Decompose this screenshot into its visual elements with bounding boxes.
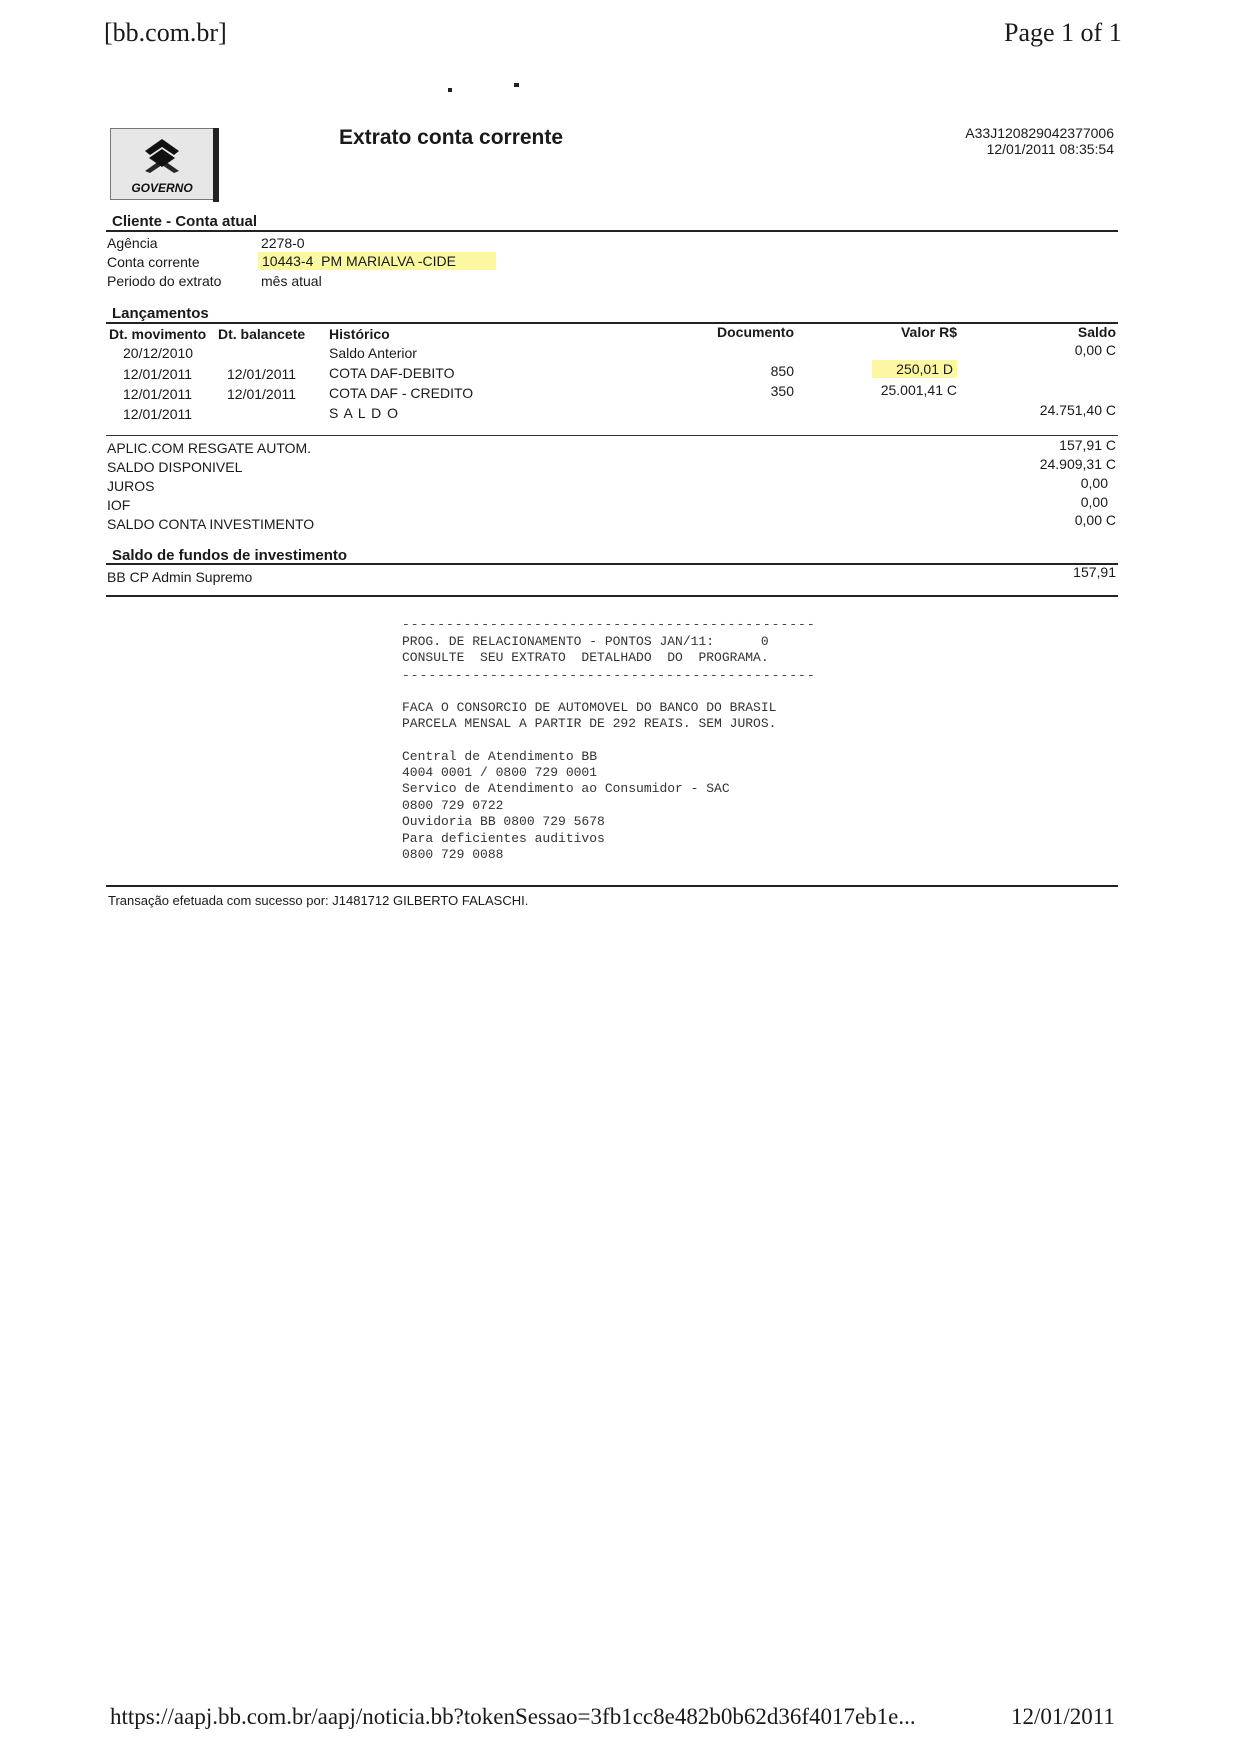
cell-historico: Saldo Anterior	[329, 345, 417, 361]
summary-value: 0,00 C	[1074, 512, 1116, 528]
client-value-agencia: 2278-0	[261, 235, 305, 251]
cell-dt-balancete: 12/01/2011	[227, 386, 297, 402]
prog-line-1: PROG. DE RELACIONAMENTO - PONTOS JAN/11: 0	[402, 634, 769, 649]
contact-line: Servico de Atendimento ao Consumidor - SAC	[402, 781, 730, 796]
fundos-section-title: Saldo de fundos de investimento	[112, 547, 348, 564]
contact-line: 4004 0001 / 0800 729 0001	[402, 765, 598, 780]
divider	[106, 435, 1118, 436]
summary-label: SALDO DISPONIVEL	[107, 459, 243, 475]
reference-block	[965, 125, 1114, 157]
contact-line: Ouvidoria BB 0800 729 5678	[402, 814, 605, 829]
col-header-valor: Valor R$	[900, 324, 957, 340]
col-header-documento: Documento	[717, 324, 794, 340]
dashed-separator: -----------------------------------------------	[402, 668, 816, 683]
bank-logo	[110, 128, 214, 200]
cell-saldo: 0,00 C	[1074, 342, 1116, 358]
divider	[106, 885, 1118, 887]
client-label-agencia: Agência	[107, 235, 158, 251]
client-value-conta: 10443-4 PM MARIALVA -CIDE	[258, 252, 496, 270]
cell-valor: 25.001,41 C	[880, 382, 957, 398]
divider	[106, 322, 1118, 324]
consorcio-line-2: PARCELA MENSAL A PARTIR DE 292 REAIS. SEM JUROS.	[402, 716, 777, 731]
summary-value: 157,91 C	[1059, 437, 1116, 453]
consorcio-line-1: FACA O CONSORCIO DE AUTOMOVEL DO BANCO DO BRASIL	[402, 700, 777, 715]
col-header-historico: Histórico	[329, 326, 390, 342]
fundo-value: 157,91	[1073, 564, 1116, 580]
client-value-periodo: mês atual	[261, 273, 322, 289]
logo-text: GOVERNO	[131, 181, 193, 195]
col-header-dt-movimento: Dt. movimento	[109, 326, 207, 342]
print-footer-url: https://aapj.bb.com.br/aapj/noticia.bb?tokenSessao=3fb1cc8e482b0b62d36f4017eb1e...	[110, 1704, 916, 1729]
reference-datetime: 12/01/2011 08:35:54	[986, 141, 1114, 157]
contact-line: 0800 729 0722	[402, 798, 504, 813]
cell-historico: COTA DAF - CREDITO	[329, 385, 474, 401]
summary-value: 0,00	[1080, 494, 1108, 510]
bank-logo-icon	[141, 137, 183, 173]
client-label-conta: Conta corrente	[107, 254, 200, 270]
cell-dt-movimento: 12/01/2011	[123, 366, 193, 382]
cell-historico: COTA DAF-DEBITO	[329, 365, 455, 381]
cell-dt-movimento: 12/01/2011	[123, 406, 193, 422]
cell-documento: 350	[770, 383, 794, 399]
summary-label: SALDO CONTA INVESTIMENTO	[107, 516, 315, 532]
cell-dt-balancete: 12/01/2011	[227, 366, 297, 382]
cell-valor: 250,01 D	[872, 360, 957, 378]
summary-label: JUROS	[107, 478, 155, 494]
divider	[106, 595, 1118, 597]
transaction-note: Transação efetuada com sucesso por: J1481712 GILBERTO FALASCHI.	[108, 893, 529, 908]
cell-documento: 850	[770, 363, 794, 379]
contact-line: 0800 729 0088	[402, 847, 504, 862]
print-footer-date: 12/01/2011	[1011, 1704, 1115, 1729]
print-header-site: [bb.com.br]	[104, 18, 227, 47]
contact-line: Para deficientes auditivos	[402, 831, 605, 846]
divider	[106, 563, 1118, 565]
fundo-name: BB CP Admin Supremo	[107, 569, 253, 585]
cell-dt-movimento: 12/01/2011	[123, 386, 193, 402]
divider	[106, 230, 1118, 232]
lancamentos-section-title: Lançamentos	[112, 305, 209, 322]
summary-label: APLIC.COM RESGATE AUTOM.	[107, 440, 312, 456]
speck	[514, 83, 519, 87]
client-label-periodo: Periodo do extrato	[107, 273, 222, 289]
col-header-dt-balancete: Dt. balancete	[218, 326, 306, 342]
col-header-saldo: Saldo	[1077, 324, 1116, 340]
cell-dt-movimento: 20/12/2010	[123, 345, 194, 361]
print-header-page: Page 1 of 1	[1004, 18, 1122, 47]
cell-historico: S A L D O	[329, 405, 399, 421]
cell-saldo: 24.751,40 C	[1039, 402, 1116, 418]
contact-line: Central de Atendimento BB	[402, 749, 598, 764]
summary-value: 24.909,31 C	[1039, 456, 1116, 472]
prog-line-2: CONSULTE SEU EXTRATO DETALHADO DO PROGRAMA.	[402, 650, 769, 665]
speck	[448, 88, 452, 92]
summary-value: 0,00	[1080, 475, 1108, 491]
reference-code: A33J120829042377006	[965, 125, 1114, 141]
dashed-separator: -----------------------------------------------	[402, 617, 816, 632]
client-section-title: Cliente - Conta atual	[112, 213, 258, 230]
summary-label: IOF	[107, 497, 131, 513]
page-title: Extrato conta corrente	[339, 126, 564, 149]
